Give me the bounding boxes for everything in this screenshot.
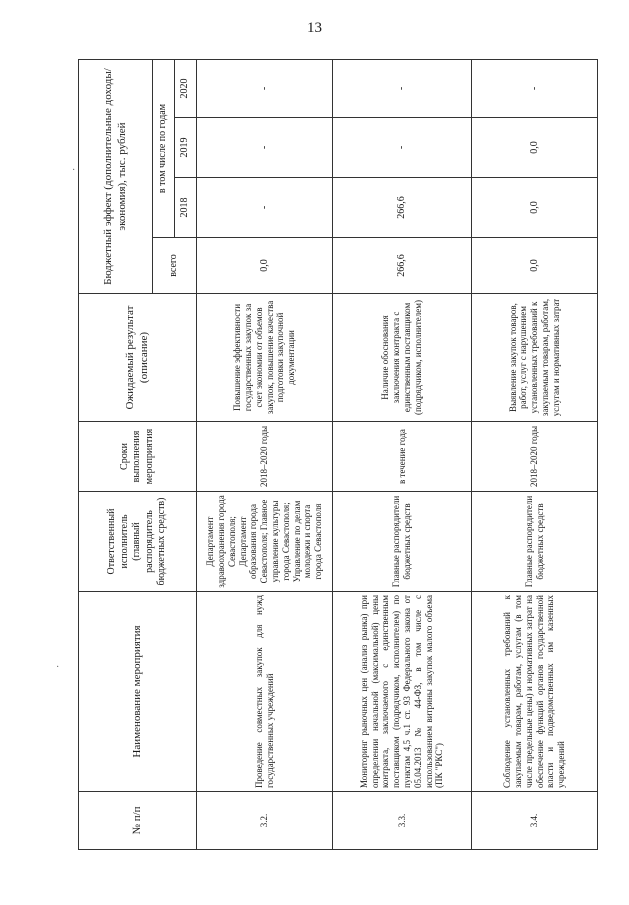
total-value: 0,0 (197, 238, 333, 294)
executor: Главные распорядители бюджетных средств (472, 492, 598, 592)
row-number: 3.2. (197, 792, 333, 850)
measure-name: Проведение совместных закупок для нужд государственных учреждений (197, 592, 333, 792)
header-name: Наименование мероприятия (79, 592, 197, 792)
value-2020: - (333, 60, 472, 118)
header-executor: Ответственный исполнитель (главный распорядитель бюджетных средств) (79, 492, 197, 592)
table-row (472, 60, 598, 850)
value-2019: 0,0 (472, 118, 598, 178)
header-num: № п/п (79, 792, 197, 850)
value-2019: - (197, 118, 333, 178)
row-number: 3.4. (472, 792, 598, 850)
expected-result: Повышение эффективности государственных закупок за счет экономии от объемов закупок, повышение качества подготовки закупочной документации (197, 294, 333, 422)
scan-dot: · (72, 165, 76, 176)
value-2019: - (333, 118, 472, 178)
term: 2018–2020 годы (197, 422, 333, 492)
expected-result: Наличие обоснования заключения контракта с единственным поставщиком (подрядчиком, исполнителем) (333, 294, 472, 422)
executor: Департамент здравоохранения города Севастополя; Департамент образования города Севастополя; Главное управление культуры города Севастополя; Управление по делам молодежи и спорта города Севастополя (197, 492, 333, 592)
header-budget-effect: Бюджетный эффект (дополнительные доходы/экономия), тыс. рублей (79, 60, 153, 294)
header-result: Ожидаемый результат (описание) (79, 294, 197, 422)
header-year-2018: 2018 (175, 178, 197, 238)
value-2018: 0,0 (472, 178, 598, 238)
header-term: Сроки выполнения мероприятия (79, 422, 197, 492)
header-by-years: в том числе по годам (153, 60, 175, 238)
term: 2018–2020 годы (472, 422, 598, 492)
page-number: 13 (307, 20, 322, 36)
value-2020: - (472, 60, 598, 118)
total-value: 0,0 (472, 238, 598, 294)
measure-name: Мониторинг рыночных цен (анализ рынка) при определении начальной (максимальной) цены контракта, заключаемого с единственным поставщиком (подрядчиком, исполнителем) по пунктам 4,5 ч.1 ст. 93 Федерального закона от 05.04.2013 № 44-ФЗ, в том числе с использованием витрины закупок малого объема (ПК "РКС") (333, 592, 472, 792)
rotated-table-container (78, 60, 598, 850)
total-value: 266,6 (333, 238, 472, 294)
header-total: всего (153, 238, 197, 294)
measure-name: Соблюдение установленных требований к закупаемым товарам, работам, услугам (в том числе предельные цены) и нормативных затрат на обеспечение функций органов государственной власти и подведомственных им казенных учреждений (472, 592, 598, 792)
row-number: 3.3. (333, 792, 472, 850)
expected-result: Выявление закупок товаров, работ, услуг с нарушением установленных требований к закупаемым товарам, работам, услугам и нормативных затрат (472, 294, 598, 422)
measures-table (78, 59, 598, 850)
header-year-2020: 2020 (175, 60, 197, 118)
term: в течение года (333, 422, 472, 492)
value-2018: - (197, 178, 333, 238)
table-row (197, 60, 333, 850)
header-year-2019: 2019 (175, 118, 197, 178)
table-row (333, 60, 472, 850)
value-2018: 266,6 (333, 178, 472, 238)
value-2020: - (197, 60, 333, 118)
executor: Главные распорядители бюджетных средств (333, 492, 472, 592)
scan-dot: · (56, 662, 60, 673)
